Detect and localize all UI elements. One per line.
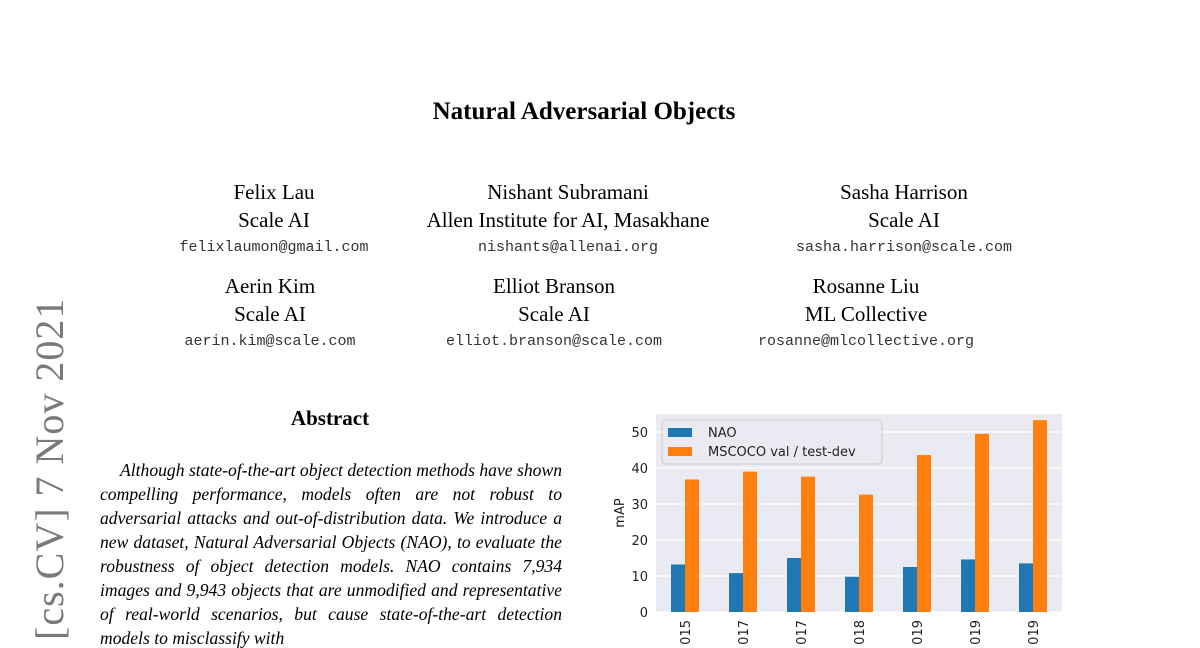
bar-nao (961, 559, 975, 612)
author-email: nishants@allenai.org (477, 239, 659, 256)
author-email: rosanne@mlcollective.org (757, 333, 975, 350)
bar-nao (671, 564, 685, 612)
arxiv-stamp: [cs.CV] 7 Nov 2021 (27, 297, 72, 640)
x-tick-label: 017 (795, 620, 810, 645)
y-axis-label: mAP (613, 498, 628, 528)
author-name: Felix Lau (233, 180, 315, 204)
author-email: aerin.kim@scale.com (184, 333, 356, 350)
abstract-heading: Abstract (290, 406, 370, 430)
y-tick-label: 40 (631, 462, 648, 477)
author-email: sasha.harrison@scale.com (795, 239, 1013, 256)
y-tick-label: 50 (631, 426, 648, 441)
legend (662, 420, 882, 464)
abstract-text: Although state-of-the-art object detection methods have shown compelling performance, models often are not robust to adversarial attacks and out-of-distribution data. We introduce a new dataset, Natural Adversarial Objects (NAO), to evaluate the robustness of object detection models. NAO contains 7,934 images and 9,943 objects that are unmodified and representative of real-world scenarios, but cause state-of-the-art detection models to misclassify with (100, 460, 562, 648)
y-tick-label: 20 (631, 534, 648, 549)
x-tick-label: 019 (911, 620, 926, 645)
x-tick-labels (679, 620, 1042, 645)
bar-nao (787, 558, 801, 612)
bar-nao (845, 577, 859, 612)
author-name: Rosanne Liu (812, 274, 920, 298)
author-affiliation: Allen Institute for AI, Masakhane (426, 208, 710, 232)
author-name: Aerin Kim (224, 274, 316, 298)
y-tick-label: 0 (639, 606, 648, 621)
author-affiliation: Scale AI (518, 302, 590, 326)
paper-title: Natural Adversarial Objects (432, 98, 736, 125)
bar-mscoco (743, 472, 757, 612)
author-affiliation: Scale AI (868, 208, 940, 232)
author-6 (676, 272, 1056, 353)
author-name: Nishant Subramani (487, 180, 649, 204)
x-tick-label: 019 (969, 620, 984, 645)
author-affiliation: ML Collective (804, 302, 928, 326)
x-tick-label: 015 (679, 620, 694, 645)
bar-nao (1019, 563, 1033, 612)
x-tick-label: 017 (737, 620, 752, 645)
author-name: Elliot Branson (493, 274, 615, 298)
author-name: Sasha Harrison (840, 180, 968, 204)
author-affiliation: Scale AI (234, 302, 306, 326)
legend-label-mscoco: MSCOCO val / test-dev (708, 445, 856, 460)
y-tick-labels (631, 426, 648, 621)
map-bar-chart (610, 408, 1070, 648)
bar-mscoco (801, 477, 815, 612)
legend-swatch-nao (668, 428, 692, 437)
y-tick-label: 30 (631, 498, 648, 513)
bar-mscoco (975, 434, 989, 612)
x-tick-label: 018 (853, 620, 868, 645)
bar-nao (729, 573, 743, 612)
legend-swatch-mscoco (668, 447, 692, 456)
legend-label-nao: NAO (708, 426, 737, 441)
author-3 (714, 178, 1094, 259)
bar-mscoco (917, 455, 931, 612)
bar-mscoco (1033, 420, 1047, 612)
author-affiliation: Scale AI (238, 208, 310, 232)
bar-mscoco (859, 495, 873, 612)
y-tick-label: 10 (631, 570, 648, 585)
author-email: felixlaumon@gmail.com (179, 239, 369, 256)
bar-mscoco (685, 480, 699, 612)
x-tick-label: 019 (1027, 620, 1042, 645)
author-email: elliot.branson@scale.com (445, 333, 663, 350)
author-2 (378, 178, 758, 259)
bar-nao (903, 567, 917, 612)
